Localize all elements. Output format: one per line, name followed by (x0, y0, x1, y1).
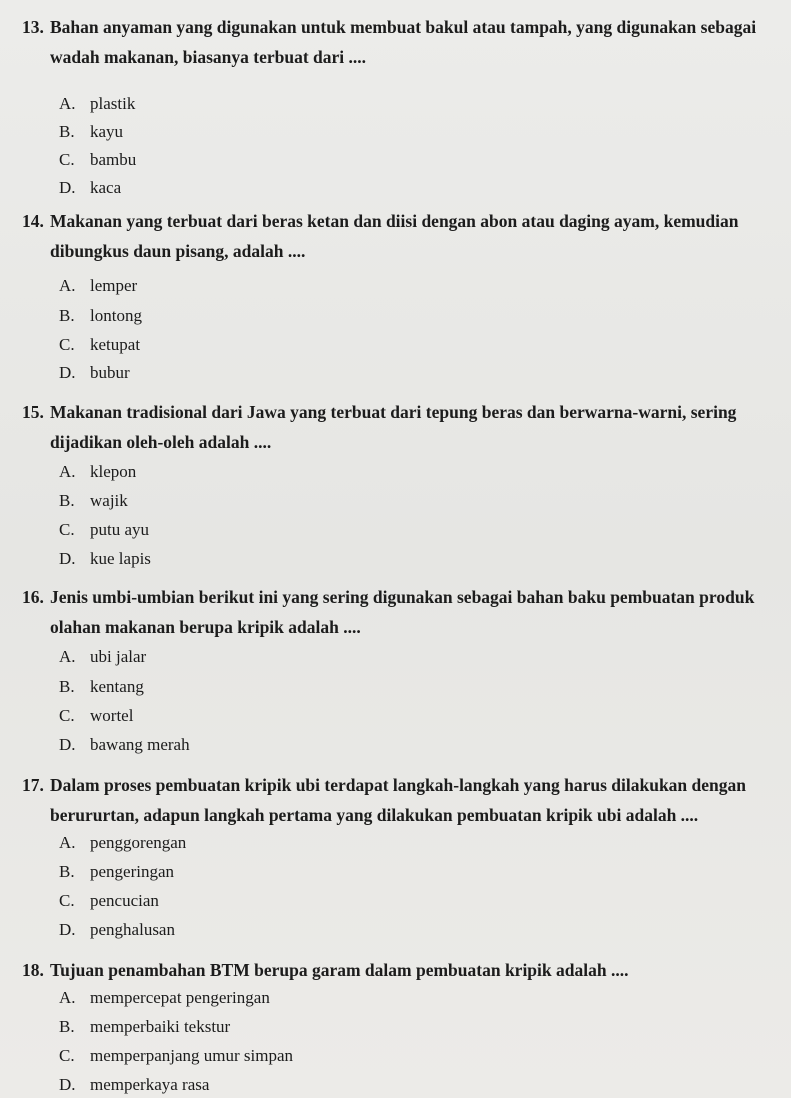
option-b[interactable] (59, 305, 142, 327)
option-c[interactable] (59, 705, 133, 727)
option-b[interactable] (59, 676, 144, 698)
option-text: kue lapis (90, 549, 151, 568)
option-text: kentang (90, 677, 144, 696)
question-line-1: Tujuan penambahan BTM berupa garam dalam pembuatan kripik adalah .... (50, 960, 629, 980)
option-text: pengeringan (90, 862, 175, 881)
question-line-2: dibungkus daun pisang, adalah .... (50, 241, 306, 261)
option-text: memperkaya rasa (90, 1075, 210, 1094)
option-text: lontong (90, 306, 142, 325)
question-line-2: dijadikan oleh-oleh adalah .... (50, 432, 272, 452)
option-a[interactable] (59, 646, 146, 668)
option-d[interactable] (59, 1074, 209, 1096)
option-text: putu ayu (90, 520, 150, 539)
question-number: 18. (22, 960, 44, 980)
option-c[interactable] (59, 519, 149, 541)
question-number: 17. (22, 775, 44, 795)
option-letter: D. (59, 178, 76, 197)
question-text (22, 12, 762, 72)
question-line-2: berururtan, adapun langkah pertama yang dilakukan pembuatan kripik ubi adalah .... (50, 805, 699, 825)
question-text (22, 955, 762, 985)
option-text: bawang merah (90, 735, 190, 754)
option-a[interactable] (59, 832, 186, 854)
question-line-1: Jenis umbi-umbian berikut ini yang sering digunakan sebagai bahan baku pembuatan produk (50, 587, 755, 607)
option-letter: A. (59, 647, 76, 666)
option-letter: A. (59, 462, 76, 481)
question-line-1: Makanan yang terbuat dari beras ketan dan diisi dengan abon atau daging ayam, kemudian (50, 211, 739, 231)
option-b[interactable] (59, 861, 174, 883)
option-letter: D. (59, 735, 76, 754)
option-text: klepon (90, 462, 137, 481)
option-letter: C. (59, 1046, 75, 1065)
option-letter: B. (59, 862, 75, 881)
option-letter: B. (59, 122, 75, 141)
question-text (22, 582, 762, 642)
option-text: plastik (90, 94, 136, 113)
option-text: kayu (90, 122, 124, 141)
option-text: ubi jalar (90, 647, 147, 666)
option-a[interactable] (59, 275, 137, 297)
option-letter: C. (59, 335, 75, 354)
option-text: wajik (90, 491, 128, 510)
option-d[interactable] (59, 548, 151, 570)
question-number: 13. (22, 17, 44, 37)
option-c[interactable] (59, 890, 159, 912)
option-letter: A. (59, 833, 76, 852)
option-letter: D. (59, 549, 76, 568)
option-text: bambu (90, 150, 137, 169)
option-c[interactable] (59, 1045, 293, 1067)
option-letter: C. (59, 150, 75, 169)
option-letter: B. (59, 1017, 75, 1036)
option-letter: C. (59, 891, 75, 910)
option-text: pencucian (90, 891, 159, 910)
option-c[interactable] (59, 149, 136, 171)
option-text: lemper (90, 276, 138, 295)
option-letter: D. (59, 363, 76, 382)
option-letter: B. (59, 491, 75, 510)
option-letter: B. (59, 306, 75, 325)
question-line-2: olahan makanan berupa kripik adalah .... (50, 617, 361, 637)
question-text (22, 397, 762, 457)
option-a[interactable] (59, 93, 135, 115)
question-text (22, 770, 762, 830)
option-letter: A. (59, 276, 76, 295)
question-line-1: Makanan tradisional dari Jawa yang terbuat dari tepung beras dan berwarna-warni, sering (50, 402, 737, 422)
question-number: 14. (22, 211, 44, 231)
question-number: 16. (22, 587, 44, 607)
option-letter: A. (59, 988, 76, 1007)
question-line-1: Dalam proses pembuatan kripik ubi terdapat langkah-langkah yang harus dilakukan dengan (50, 775, 747, 795)
option-text: bubur (90, 363, 130, 382)
option-d[interactable] (59, 734, 190, 756)
option-a[interactable] (59, 987, 270, 1009)
option-a[interactable] (59, 461, 136, 483)
question-text (22, 206, 762, 266)
option-letter: D. (59, 920, 76, 939)
question-line-2: wadah makanan, biasanya terbuat dari .... (50, 47, 367, 67)
option-text: penggorengan (90, 833, 187, 852)
option-text: memperpanjang umur simpan (90, 1046, 294, 1065)
option-b[interactable] (59, 1016, 230, 1038)
option-d[interactable] (59, 177, 121, 199)
option-c[interactable] (59, 334, 140, 356)
option-letter: B. (59, 677, 75, 696)
option-letter: C. (59, 706, 75, 725)
question-number: 15. (22, 402, 44, 422)
option-d[interactable] (59, 919, 175, 941)
option-text: memperbaiki tekstur (90, 1017, 231, 1036)
option-d[interactable] (59, 362, 130, 384)
option-letter: C. (59, 520, 75, 539)
option-b[interactable] (59, 490, 128, 512)
option-letter: D. (59, 1075, 76, 1094)
option-text: penghalusan (90, 920, 175, 939)
question-line-1: Bahan anyaman yang digunakan untuk membuat bakul atau tampah, yang digunakan sebagai (50, 17, 757, 37)
option-text: kaca (90, 178, 122, 197)
option-text: mempercepat pengeringan (90, 988, 270, 1007)
option-text: wortel (90, 706, 134, 725)
option-b[interactable] (59, 121, 123, 143)
option-text: ketupat (90, 335, 141, 354)
option-letter: A. (59, 94, 76, 113)
